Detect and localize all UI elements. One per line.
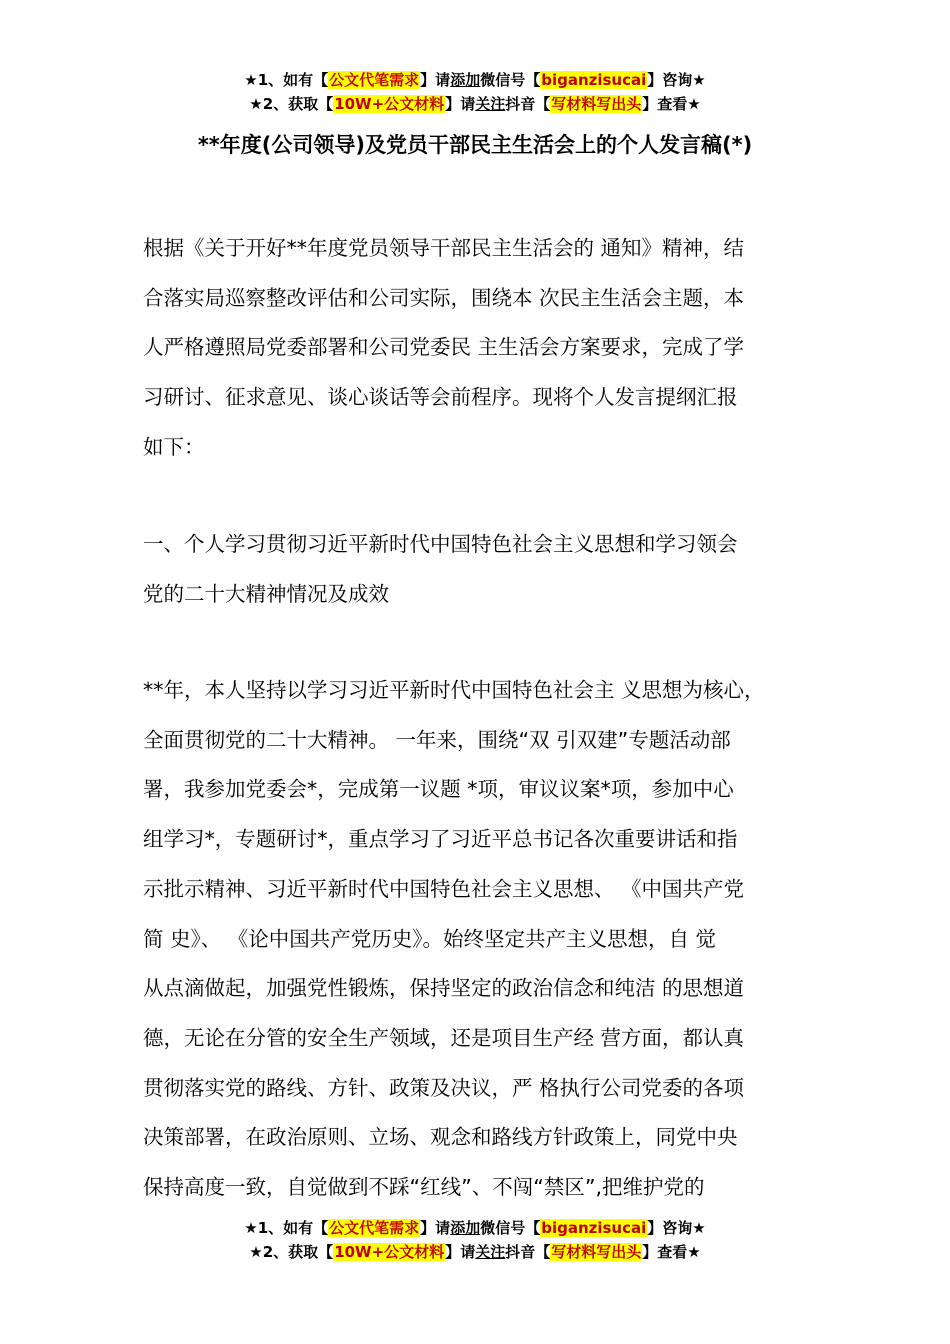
top-promo-banner xyxy=(0,68,950,116)
underlined-text: 关注 xyxy=(475,1243,506,1261)
text-line: 如下： xyxy=(143,434,205,459)
promo-line-1 xyxy=(0,1216,950,1240)
text-line: 贯彻落实党的路线、方针、政策及决议，严 格执行公司党委的各项 xyxy=(143,1075,745,1100)
section-body-paragraph xyxy=(143,666,823,1213)
promo-text: ★2、获取【 xyxy=(249,95,334,113)
promo-text: 微信号【 xyxy=(480,71,541,89)
promo-line-2 xyxy=(0,92,950,116)
promo-text: 】请 xyxy=(445,95,476,113)
underlined-text: 添加 xyxy=(450,71,481,89)
promo-text: 】查看★ xyxy=(642,1243,701,1261)
text-line: 习研讨、征求意见、谈心谈话等会前程序。现将个人发言提纲汇报 xyxy=(143,385,738,410)
promo-text: 抖音【 xyxy=(505,95,551,113)
promo-text: ★2、获取【 xyxy=(249,1243,334,1261)
text-line: 组学习*，专题研讨*，重点学习了习近平总书记各次重要讲话和指 xyxy=(143,827,738,852)
promo-text: 】请 xyxy=(420,71,451,89)
underlined-text: 关注 xyxy=(475,95,506,113)
text-line: **年，本人坚持以学习习近平新时代中国特色社会主 义思想为核心， xyxy=(143,678,765,702)
highlight-wechat-id: biganzisucai xyxy=(541,71,647,89)
text-line: 根据《关于开好**年度党员领导干部民主生活会的 通知》精神，结 xyxy=(143,236,745,260)
highlight-materials: 10W+公文材料 xyxy=(334,95,445,113)
section-heading xyxy=(143,520,823,619)
text-line: 一、个人学习贯彻习近平新时代中国特色社会主义思想和学习领会 xyxy=(143,532,738,556)
promo-text: 】请 xyxy=(445,1243,476,1261)
document-title: **年度(公司领导)及党员干部民主生活会上的个人发言稿(*) xyxy=(197,133,753,157)
text-line: 党的二十大精神情况及成效 xyxy=(143,581,389,606)
highlight-materials: 10W+公文材料 xyxy=(334,1243,445,1261)
promo-text: 】咨询★ xyxy=(647,1219,706,1237)
text-line: 保持高度一致，自觉做到不踩“红线”、不闯“禁区”,把维护党的 xyxy=(143,1175,705,1200)
highlight-wechat-id: biganzisucai xyxy=(541,1219,647,1237)
text-line: 示批示精神、习近平新时代中国特色社会主义思想、 《中国共产党 xyxy=(143,876,745,901)
text-line: 人严格遵照局党委部署和公司党委民 主生活会方案要求，完成了学 xyxy=(143,335,745,360)
intro-paragraph xyxy=(143,224,823,473)
text-line: 全面贯彻党的二十大精神。 一年来，围绕“双 引双建”专题活动部 xyxy=(143,727,731,752)
highlight-service: 公文代笔需求 xyxy=(329,71,420,89)
promo-text: 抖音【 xyxy=(505,1243,551,1261)
text-line: 决策部署，在政治原则、立场、观念和路线方针政策上，同党中央 xyxy=(143,1125,738,1150)
highlight-douyin-account: 写材料写出头 xyxy=(551,1243,642,1261)
promo-text: ★1、如有【 xyxy=(244,71,329,89)
promo-text: 】请 xyxy=(420,1219,451,1237)
promo-text: 】咨询★ xyxy=(647,71,706,89)
highlight-douyin-account: 写材料写出头 xyxy=(551,95,642,113)
promo-text: 】查看★ xyxy=(642,95,701,113)
highlight-service: 公文代笔需求 xyxy=(329,1219,420,1237)
text-line: 合落实局巡察整改评估和公司实际，围绕本 次民主生活会主题，本 xyxy=(143,285,745,310)
promo-text: 微信号【 xyxy=(480,1219,541,1237)
bottom-promo-banner xyxy=(0,1216,950,1264)
text-line: 简 史》、 《论中国共产党历史》。始终坚定共产主义思想，自 觉 xyxy=(143,926,717,951)
underlined-text: 添加 xyxy=(450,1219,481,1237)
text-line: 署，我参加党委会*，完成第一议题 *项，审议议案*项，参加中心 xyxy=(143,777,734,802)
promo-line-2 xyxy=(0,1240,950,1264)
text-line: 德，无论在分管的安全生产领域，还是项目生产经 营方面，都认真 xyxy=(143,1025,745,1050)
promo-line-1 xyxy=(0,68,950,92)
text-line: 从点滴做起，加强党性锻炼，保持坚定的政治信念和纯洁 的思想道 xyxy=(143,976,745,1001)
promo-text: ★1、如有【 xyxy=(244,1219,329,1237)
